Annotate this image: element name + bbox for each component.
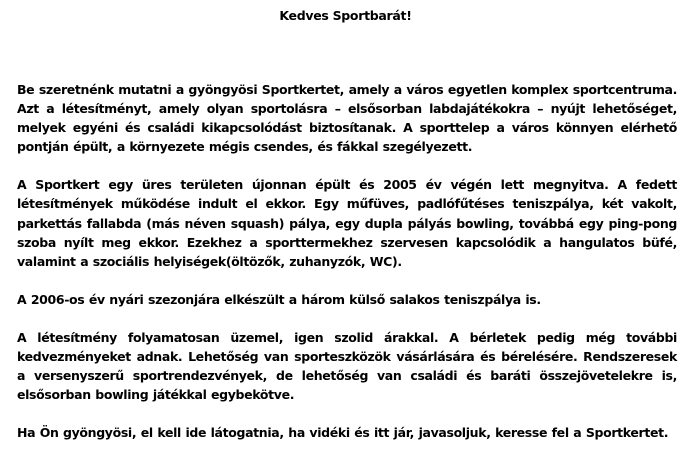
paragraph-history: A Sportkert egy üres területen újonnan épült és 2005 év végén lett megnyitva. A fedett létesítmények működése indult el ekkor. Egy műfüves, padlófűtéses teniszpálya, két vakolt, parkettás fallabda (más néven squash) pálya, egy dupla pályás bowling, továbbá egy ping-pong szoba nyílt meg ekkor. Ezekhez a sporttermekhez szervesen kapcsolódik a hangulatos büfé, valamint a szociális helyiségek(öltözők, zuhanyzók, WC).: [17, 177, 677, 269]
paragraph-outdoor-courts: A 2006-os év nyári szezonjára elkészült a három külső salakos teniszpálya is.: [17, 291, 541, 307]
paragraph-intro: Be szeretnénk mutatni a gyöngyösi Sportkertet, amely a város egyetlen komplex sportcentruma. Azt a létesítményt, amely olyan sportolásra – elsősorban labdajátékokra – nyújt lehetőséget, melyek egyéni és családi kikapcsolódást biztosítanak. A sporttelep a város könnyen elérhető pontján épült, a környezete mégis csendes, és fákkal szegélyezett.: [17, 82, 677, 155]
letter-body: [17, 80, 677, 442]
paragraph-invitation: Ha Ön gyöngyösi, el kell ide látogatnia, ha vidéki és itt jár, javasoljuk, keresse fel a Sportkertet.: [17, 425, 669, 441]
greeting-heading: Kedves Sportbarát!: [279, 8, 412, 23]
paragraph-operation: A létesítmény folyamatosan üzemel, igen szolid árakkal. A bérletek pedig még további kedvezményeket adnak. Lehetőség van sporteszközök vásárlására és bérelésére. Rendszeresek a versenyszerű sportrendezvények, de lehetőség van családi és baráti összejövetelekre is, elsősorban bowling játékkal egybekötve.: [17, 329, 677, 403]
